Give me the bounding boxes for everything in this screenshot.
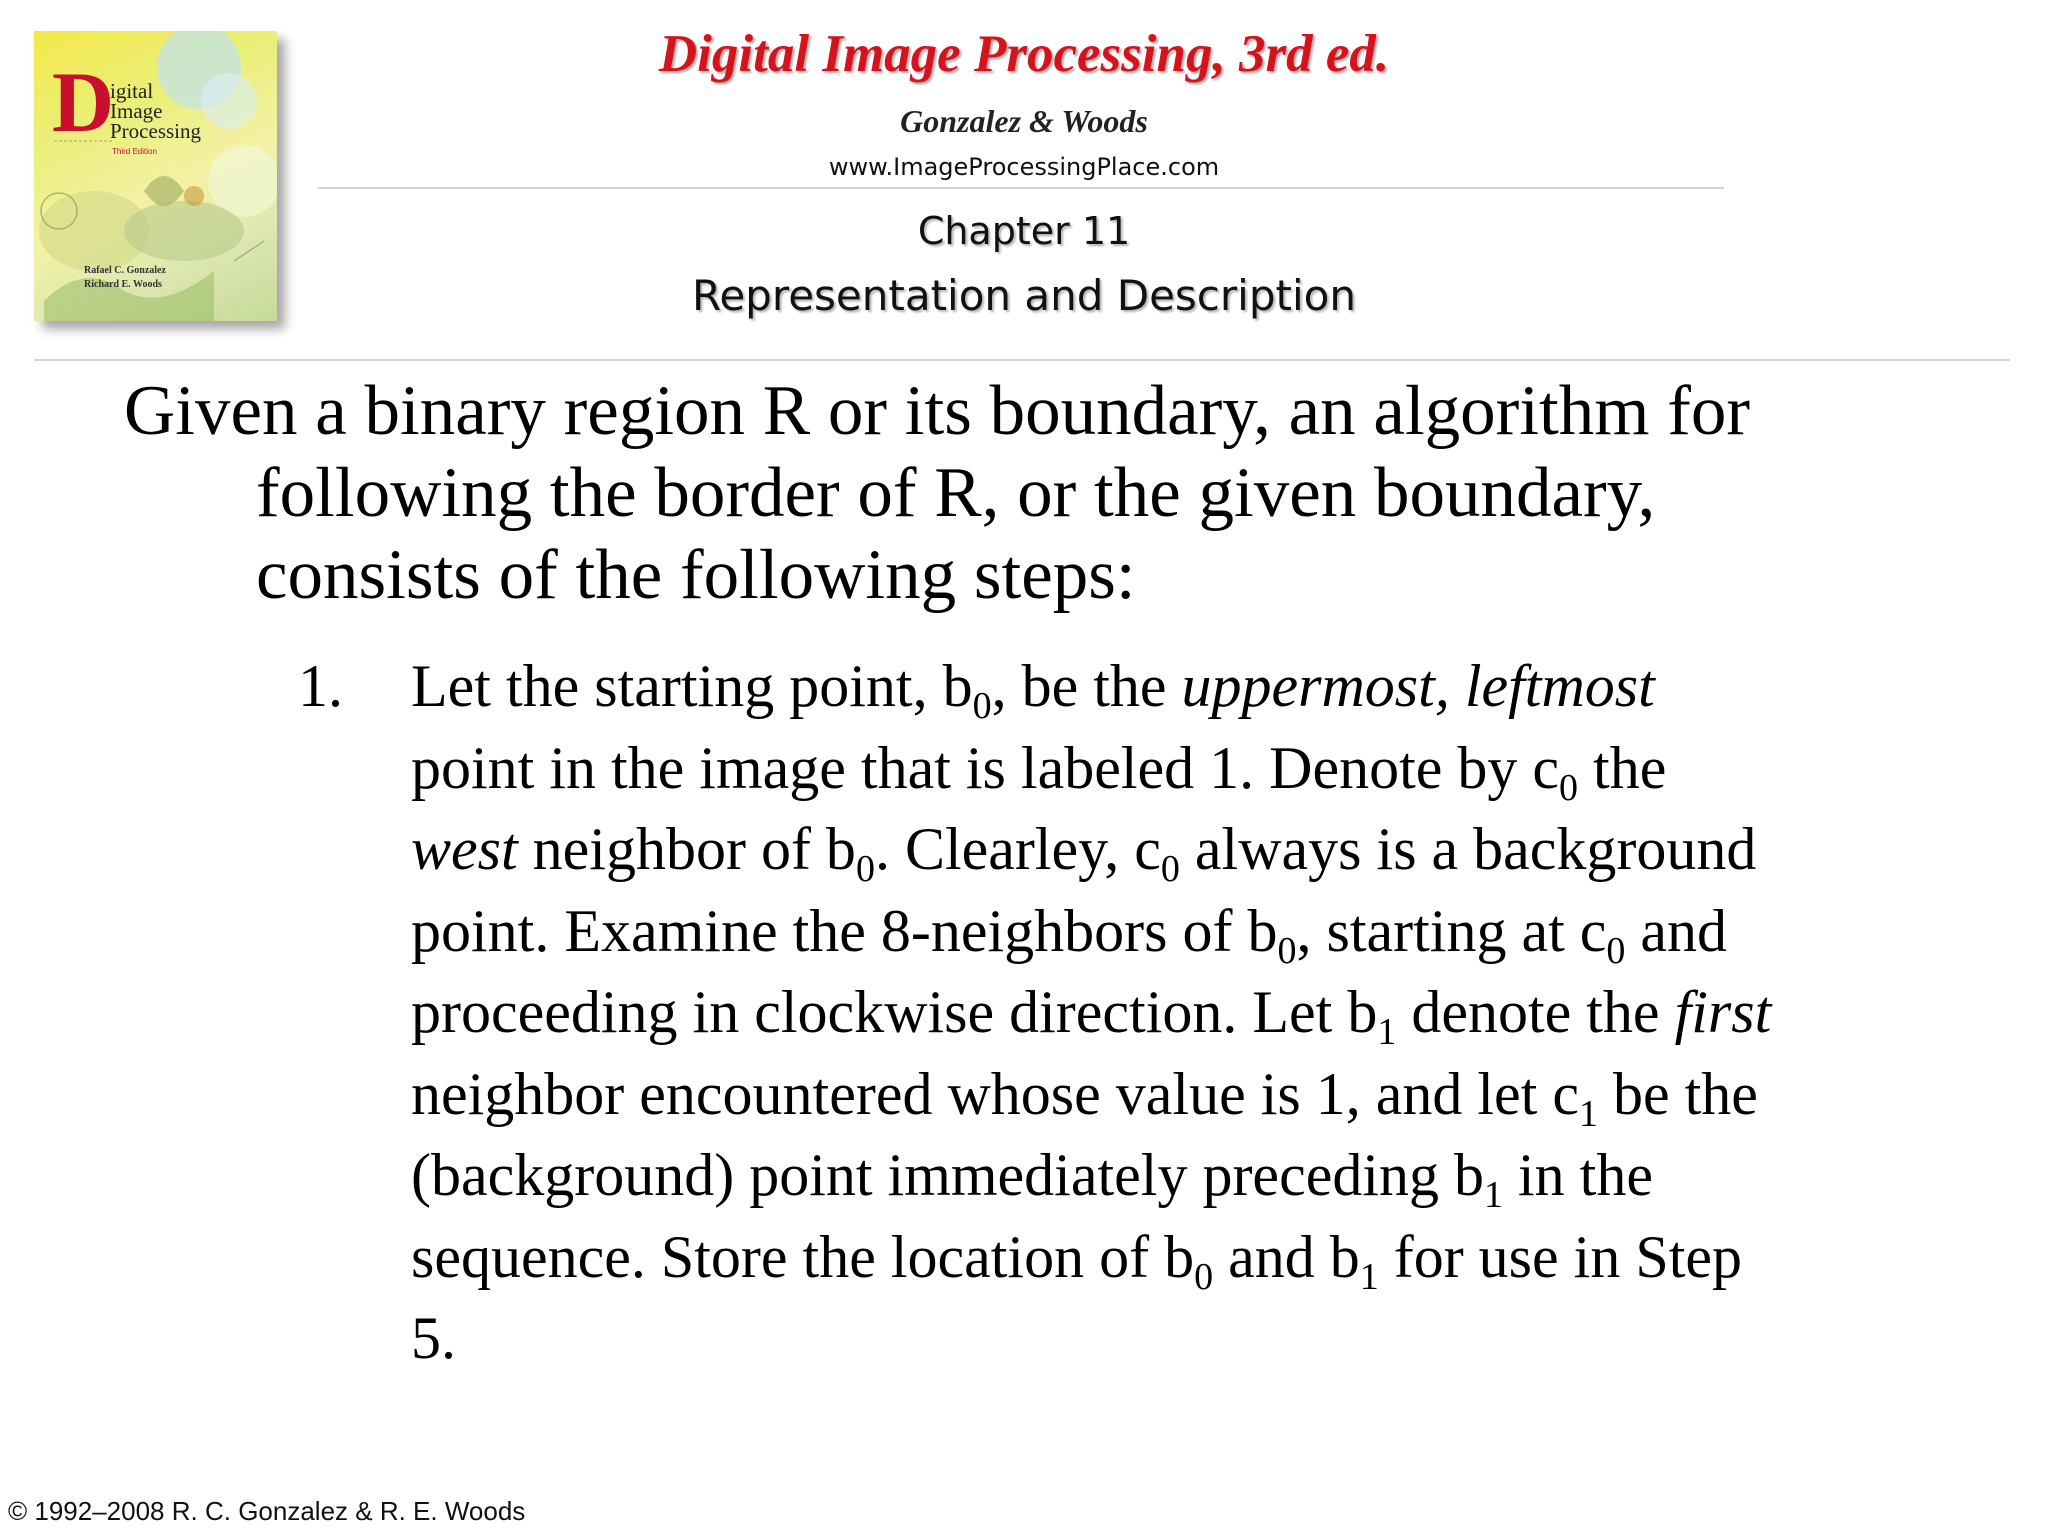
copyright-notice: © 1992–2008 R. C. Gonzalez & R. E. Woods [8,1496,526,1526]
header-divider [318,187,1724,189]
book-website: www.ImageProcessingPlace.com [828,153,1220,181]
book-authors: Gonzalez & Woods [900,103,1148,139]
step-line: 5. [411,1305,456,1371]
step-line: sequence. Store the location of $b_0$ and $b_1$ for use in Step [411,1223,1742,1298]
chapter-number: Chapter 11 [917,209,1131,253]
book-title: Digital Image Processing, 3rd ed. [658,25,1390,83]
intro-line: consists of the following steps: [256,536,1136,614]
step-line: neighbor encountered whose value is 1, and let $c_1$ be the [411,1060,1758,1135]
intro-paragraph [124,370,1750,616]
step-line: Let the starting point, $b_0$, be the uppermost, leftmost [411,653,1655,727]
step-line: point in the image that is labeled 1. Denote by $c_0$ the [411,734,1667,809]
cover-title-initial: D [52,54,115,150]
content-divider [34,359,2010,361]
cover-edition: Third Edition [112,147,157,156]
step-line: proceeding in clockwise direction. Let $b_1$ denote the first [411,979,1772,1053]
cover-author: Rafael C. Gonzalez [84,265,166,276]
cover-author: Richard E. Woods [84,279,162,290]
step-number: 1. [298,653,343,719]
cover-title-line: Image [110,99,163,123]
intro-line: Given a binary region R or its boundary, an algorithm for [124,372,1751,450]
step-line: point. Examine the 8-neighbors of $b_0$, starting at $c_0$ and [411,897,1728,972]
step-line: (background) point immediately preceding $b_1$ in the [411,1142,1653,1216]
chapter-title: Representation and Description [692,271,1356,320]
cover-title-line: Processing [110,119,201,143]
intro-line: following the border of R, or the given boundary, [256,454,1656,532]
cover-title-line: igital [110,79,154,103]
step-text [411,646,1771,1380]
step-line: west neighbor of $b_0$. Clearley, $c_0$ always is a background [411,816,1757,890]
